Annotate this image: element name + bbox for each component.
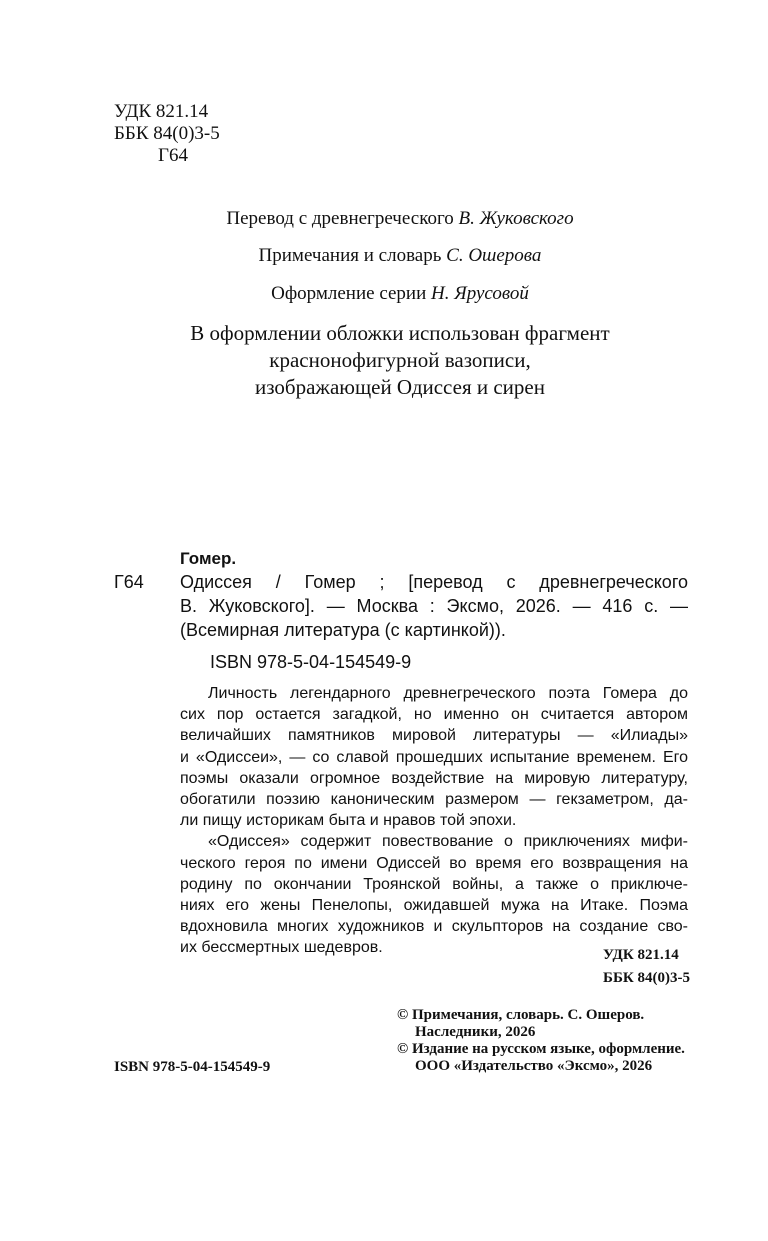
notes-author-name: С. Ошерова	[446, 245, 542, 266]
translation-label: Перевод с древнегреческого	[226, 208, 454, 229]
translator-name: В. Жуковского	[458, 208, 574, 229]
catalog-description-line: Одиссея / Гомер ; [перевод с древнегреческого	[180, 572, 688, 592]
annotation-line: величайших памятников мировой литературы — «Илиады»	[180, 727, 688, 745]
design-label: Оформление серии	[271, 283, 427, 304]
catalog-description	[180, 570, 688, 642]
annotation-line: их бессмертных шедевров.	[180, 939, 383, 957]
copyright-line: Наследники, 2026	[415, 1024, 536, 1040]
copyright-line: © Издание на русском языке, оформление.	[397, 1041, 685, 1057]
catalog-description-line: (Всемирная литература (с картинкой)).	[180, 620, 506, 640]
catalog-description-line: В. Жуковского]. — Москва : Эксмо, 2026. — 416 с. —	[180, 596, 688, 616]
isbn-bottom: ISBN 978-5-04-154549-9	[114, 1059, 271, 1075]
catalog-author: Гомер.	[180, 549, 237, 568]
annotation-line: ческого героя по имени Одиссей во время его возвращения на	[180, 854, 688, 872]
designer-name: Н. Ярусовой	[431, 283, 529, 304]
bbk-code: ББК 84(0)3-5	[603, 970, 690, 986]
top-classification-codes	[114, 101, 220, 167]
annotation-line: «Одиссея» содержит повествование о приключениях мифи-	[208, 833, 688, 851]
annotation-line: сих пор остается загадкой, но именно он считается автором	[180, 706, 688, 724]
annotation-line: Личность легендарного древнегреческого поэта Гомера до	[208, 685, 688, 702]
annotation-line: ли пищу историкам быта и нравов той эпохи.	[180, 812, 517, 830]
annotation-line: ниях его жены Пенелопы, ожидавшей мужа на Итаке. Поэма	[180, 897, 688, 915]
udk-code: УДК 821.14	[114, 101, 209, 122]
cover-note-line: изображающей Одиссея и сирен	[255, 375, 545, 399]
annotation-line: обогатили поэзию каноническим размером — гекзаметром, да-	[180, 791, 688, 809]
copyright-line: © Примечания, словарь. С. Ошеров.	[397, 1007, 645, 1023]
udk-code: УДК 821.14	[603, 947, 679, 963]
author-mark: Г64	[158, 145, 188, 166]
annotation	[180, 683, 688, 959]
bbk-code: ББК 84(0)3-5	[114, 123, 220, 144]
catalog-code: Г64	[114, 572, 144, 592]
bottom-classification-codes	[603, 944, 690, 990]
cover-note-line: краснонофигурной вазописи,	[269, 348, 531, 372]
annotation-line: вдохновила многих художников и скульпторов на создание сво-	[180, 918, 688, 936]
annotation-line: родину по окончании Троянской войны, а также о приключе-	[180, 875, 688, 893]
cover-note	[100, 320, 700, 401]
copyright-line: ООО «Издательство «Эксмо», 2026	[415, 1058, 653, 1074]
copyright-block	[397, 1007, 685, 1075]
catalog-isbn: ISBN 978-5-04-154549-9	[210, 652, 412, 672]
cover-note-line: В оформлении обложки использован фрагмент	[190, 321, 610, 345]
translation-credit	[100, 208, 700, 230]
design-credit	[100, 283, 700, 305]
annotation-line: поэмы оказали огромное воздействие на мировую литературу,	[180, 769, 688, 787]
annotation-line: и «Одиссеи», — со славой прошедших испытание временем. Его	[180, 748, 688, 766]
notes-credit	[100, 245, 700, 267]
notes-label: Примечания и словарь	[258, 245, 442, 266]
